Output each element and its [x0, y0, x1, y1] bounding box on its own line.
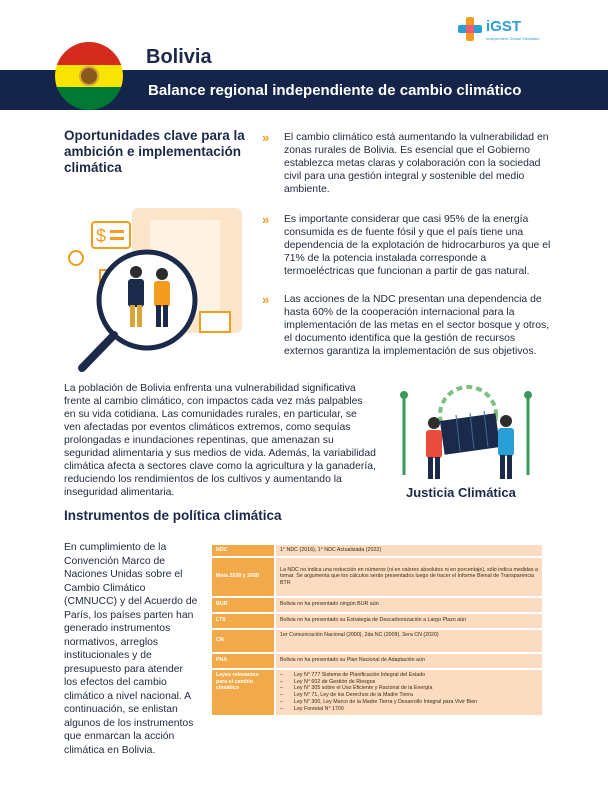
- coat-of-arms-icon: [79, 66, 99, 86]
- table-row: [212, 630, 542, 652]
- section-title-opportunities: Oportunidades clave para la ambición e implementación climática: [64, 128, 245, 175]
- logo-subtitle: Independent Global Stocktake: [486, 36, 540, 41]
- table-row: [212, 598, 542, 612]
- chevron-right-icon: »: [262, 292, 267, 307]
- table-value: Bolivia no ha presentado su Estrategia de Descarbonización a Largo Plazo aún: [274, 614, 542, 628]
- table-row: [212, 654, 542, 668]
- bullet-text: El cambio climático está aumentando la vulnerabilidad en zonas rurales de Bolivia. Es esencial que el Gobierno establezca metas claras y colaboración con la sociedad civil para una gestión integral y sostenible del medio ambiente.: [284, 132, 549, 195]
- list-item: [262, 131, 552, 196]
- table-row: [212, 545, 542, 556]
- instruments-table: [212, 543, 542, 717]
- law-item: – Ley N° 300, Ley Marco de la Madre Tierra y Desarrollo Integral para Vivir Bien: [280, 698, 478, 705]
- bolivia-flag-icon: [55, 42, 123, 110]
- chevron-right-icon: »: [262, 212, 267, 227]
- climate-justice-illustration: [386, 375, 546, 483]
- table-value: La NDC no indica una reducción en números (ni en valores absolutos ni en porcentaje), sólo indica medidas a tomar. Se argumenta que los cálculos serán presentados luego de hacer el Informe Bienal de Transparencia BTR: [274, 558, 542, 596]
- finance-magnifier-illustration: [62, 200, 252, 375]
- igst-logo-icon: [458, 17, 482, 41]
- igst-logo: [458, 17, 548, 43]
- chevron-right-icon: »: [262, 130, 267, 145]
- table-key: NDC: [212, 545, 274, 556]
- table-key: Leyes relevantes para el cambio climático: [212, 670, 274, 715]
- law-item: – Ley N° 602 de Gestión de Riesgos: [280, 678, 376, 685]
- svg-text:$: $: [96, 226, 107, 246]
- law-item: – Ley N° 305 sobre el Uso Eficiente y Racional de la Energía: [280, 685, 433, 692]
- table-key: PNA: [212, 654, 274, 668]
- instruments-paragraph: En cumplimiento de la Convención Marco de Naciones Unidas sobre el Cambio Climático (CMNUCC) y del Acuerdo de París, los países parten han generado instrumentos normativos, arreglos institucionales y de presupuesto para atender los efectos del cambio climático a nivel nacional. A continuación, se enlistan algunos de los instrumentos que enmarcan la acción climática en Bolivia.: [64, 542, 198, 756]
- law-item: – Ley N° 71, Ley de los Derechos de la Madre Tierra: [280, 692, 414, 699]
- table-value: [274, 670, 542, 715]
- table-key: BUR: [212, 598, 274, 612]
- table-value: 1° NDC (2016), 1° NDC Actualizada (2022): [274, 545, 542, 556]
- table-row: [212, 558, 542, 596]
- table-key: Meta 2030 y 2050: [212, 558, 274, 596]
- bullet-text: Las acciones de la NDC presentan una dependencia de hasta 60% de la cooperación internacional para la implementación de las metas en el sector bosque y otros, el documento identifica que la gestión de recursos externos garantiza la implementación de sus objetivos.: [284, 294, 550, 357]
- list-item: [262, 213, 552, 278]
- section-title-instruments: Instrumentos de política climática: [64, 508, 282, 523]
- list-item: [262, 293, 552, 358]
- bullet-text: Es importante considerar que casi 95% de la energía consumida es de fuente fósil y que el país tiene una dependencia de la explotación de hidrocarburos ya que el 71% de la potencia instalada corresponde a termoeléctricas que funcionan a partir de gas natural.: [284, 214, 551, 277]
- law-item: – Ley Forestal N° 1700: [280, 705, 344, 712]
- table-row: [212, 614, 542, 628]
- logo-text: iGST: [486, 18, 522, 35]
- justice-caption: Justicia Climática: [406, 485, 516, 500]
- table-key: LTS: [212, 614, 274, 628]
- table-row: [212, 670, 542, 715]
- vulnerability-paragraph: La población de Bolivia enfrenta una vulnerabilidad significativa frente al cambio climático, con impactos cada vez más palpables en su vida cotidiana. Las comunidades rurales, en particular, se ven afectadas por eventos climáticos extremos, como sequías prolongadas e inundaciones repentinas, que amenazan su seguridad alimentaria y sus medios de vida. Además, la variabilidad climática afecta a sectores clave como la agricultura y la ganadería, reduciendo los rendimientos de los cultivos y aumentando la inseguridad alimentaria.: [64, 383, 376, 498]
- table-value: Bolivia no ha presentado su Plan Nacional de Adaptación aún: [274, 654, 542, 668]
- page-title: Balance regional independiente de cambio climático: [148, 82, 522, 99]
- table-key: CN: [212, 630, 274, 652]
- law-item: – Ley N° 777 Sistema de Planificación Integral del Estado: [280, 671, 426, 678]
- table-value: 1er Comunicación Nacional (2000), 2da NC (2009), 3era CN (2020): [274, 630, 542, 652]
- country-name: Bolivia: [146, 46, 212, 68]
- table-value: Bolivia no ha presentado ningún BUR aún: [274, 598, 542, 612]
